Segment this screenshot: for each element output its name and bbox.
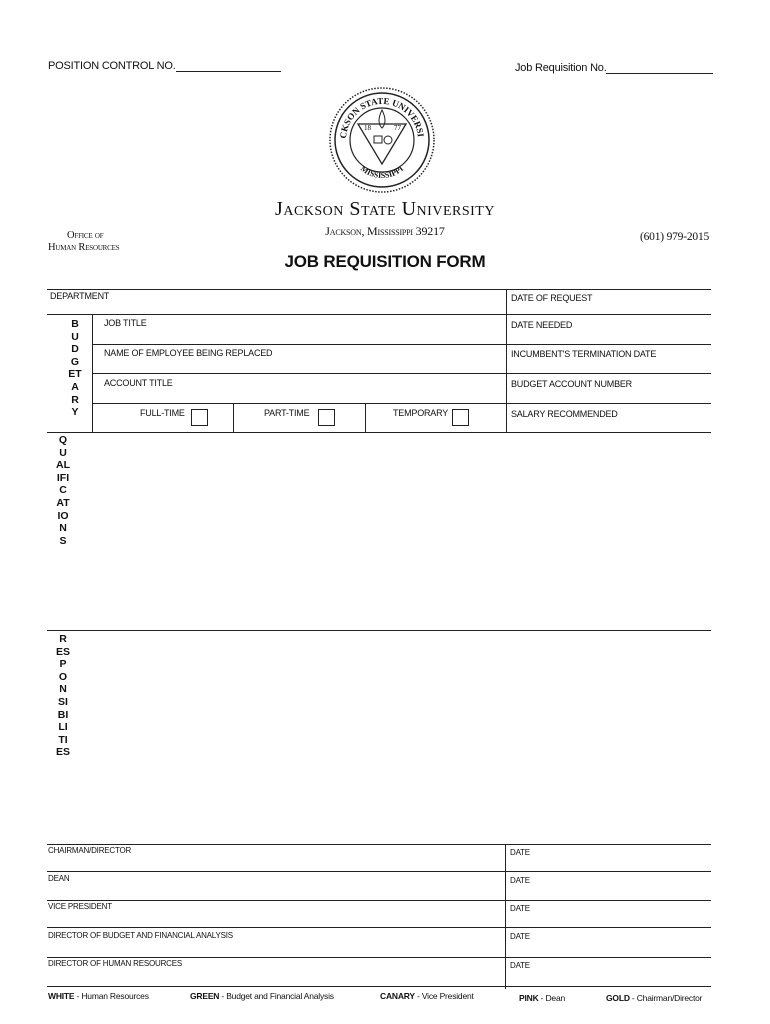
signature-rule-5 [47, 986, 711, 987]
termination-date-label: INCUMBENT'S TERMINATION DATE [511, 349, 657, 359]
seal-year-right: 77 [394, 124, 401, 132]
temporary-checkbox[interactable] [452, 409, 469, 426]
distribution-gold: GOLD - Chairman/Director [606, 993, 703, 1003]
svg-text:MISSISSIPPI [359, 164, 405, 180]
signature-hr-director-label: DIRECTOR OF HUMAN RESOURCES [48, 959, 183, 968]
status-divider-1 [233, 403, 234, 432]
job-title-label: JOB TITLE [104, 318, 147, 328]
signature-dean-label: DEAN [48, 874, 70, 883]
seal-bottom-text: MISSISSIPPI [358, 164, 406, 181]
budgetary-section-label: BUDGETARY [68, 318, 82, 419]
date-of-request-label: DATE OF REQUEST [511, 293, 593, 303]
signature-hr-director-date: DATE [510, 961, 530, 970]
signature-rule-1 [47, 871, 711, 872]
rule-department [47, 314, 711, 315]
signature-budget-director-label: DIRECTOR OF BUDGET AND FINANCIAL ANALYSIS [48, 931, 233, 940]
seal-year-left: 18 [364, 124, 371, 132]
signature-rule-3 [47, 927, 711, 928]
distribution-green: GREEN - Budget and Financial Analysis [190, 991, 334, 1001]
department-label: DEPARTMENT [50, 291, 110, 301]
right-column-divider [506, 289, 507, 432]
full-time-checkbox[interactable] [191, 409, 208, 426]
office-line-2: Human Resources [48, 242, 120, 253]
part-time-label: PART-TIME [264, 408, 310, 418]
distribution-white: WHITE - Human Resources [48, 991, 149, 1001]
seal-top-text: CKSON STATE UNIVERSI [337, 95, 426, 139]
part-time-checkbox[interactable] [318, 409, 335, 426]
distribution-canary: CANARY - Vice President [380, 991, 474, 1001]
signature-vp-date: DATE [510, 904, 530, 913]
rule-budgetary-end [47, 432, 711, 433]
rule-responsibilities-end [47, 844, 711, 845]
rule-employee [92, 373, 711, 374]
university-address: Jackson, Mississippi 39217 [325, 224, 445, 238]
full-time-label: FULL-TIME [140, 408, 185, 418]
employee-replaced-label: NAME OF EMPLOYEE BEING REPLACED [104, 348, 273, 358]
signature-rule-4 [47, 957, 711, 958]
signature-chairman-date: DATE [510, 848, 530, 857]
rule-qualifications-end [47, 630, 711, 631]
university-seal [328, 86, 436, 194]
form-top-rule [47, 289, 711, 290]
account-title-label: ACCOUNT TITLE [104, 378, 173, 388]
form-title: JOB REQUISITION FORM [284, 252, 486, 271]
office-line-1: Office of [67, 230, 104, 241]
temporary-label: TEMPORARY [393, 408, 449, 418]
date-needed-label: DATE NEEDED [511, 320, 573, 330]
distribution-pink: PINK - Dean [519, 993, 566, 1003]
position-control-label: POSITION CONTROL NO. [48, 60, 176, 72]
signature-divider [505, 844, 506, 989]
job-requisition-no-label: Job Requisition No. [515, 62, 607, 74]
signature-rule-2 [47, 900, 711, 901]
budget-account-number-label: BUDGET ACCOUNT NUMBER [511, 379, 632, 389]
position-control-field[interactable] [176, 71, 281, 72]
signature-chairman-label: CHAIRMAN/DIRECTOR [48, 846, 132, 855]
rule-account [92, 403, 711, 404]
status-divider-2 [365, 403, 366, 432]
signature-vp-label: VICE PRESIDENT [48, 902, 112, 911]
qualifications-section-label: QUALIFICATIONS [56, 434, 70, 547]
signature-budget-director-date: DATE [510, 932, 530, 941]
university-name: Jackson State University [275, 198, 495, 220]
signature-dean-date: DATE [510, 876, 530, 885]
phone-number: (601) 979-2015 [640, 231, 710, 243]
budgetary-divider [92, 314, 93, 432]
responsibilities-section-label: RESPONSIBILITIES [56, 633, 71, 759]
salary-recommended-label: SALARY RECOMMENDED [511, 409, 618, 419]
rule-job-title [92, 344, 711, 345]
job-requisition-no-field[interactable] [606, 73, 713, 74]
